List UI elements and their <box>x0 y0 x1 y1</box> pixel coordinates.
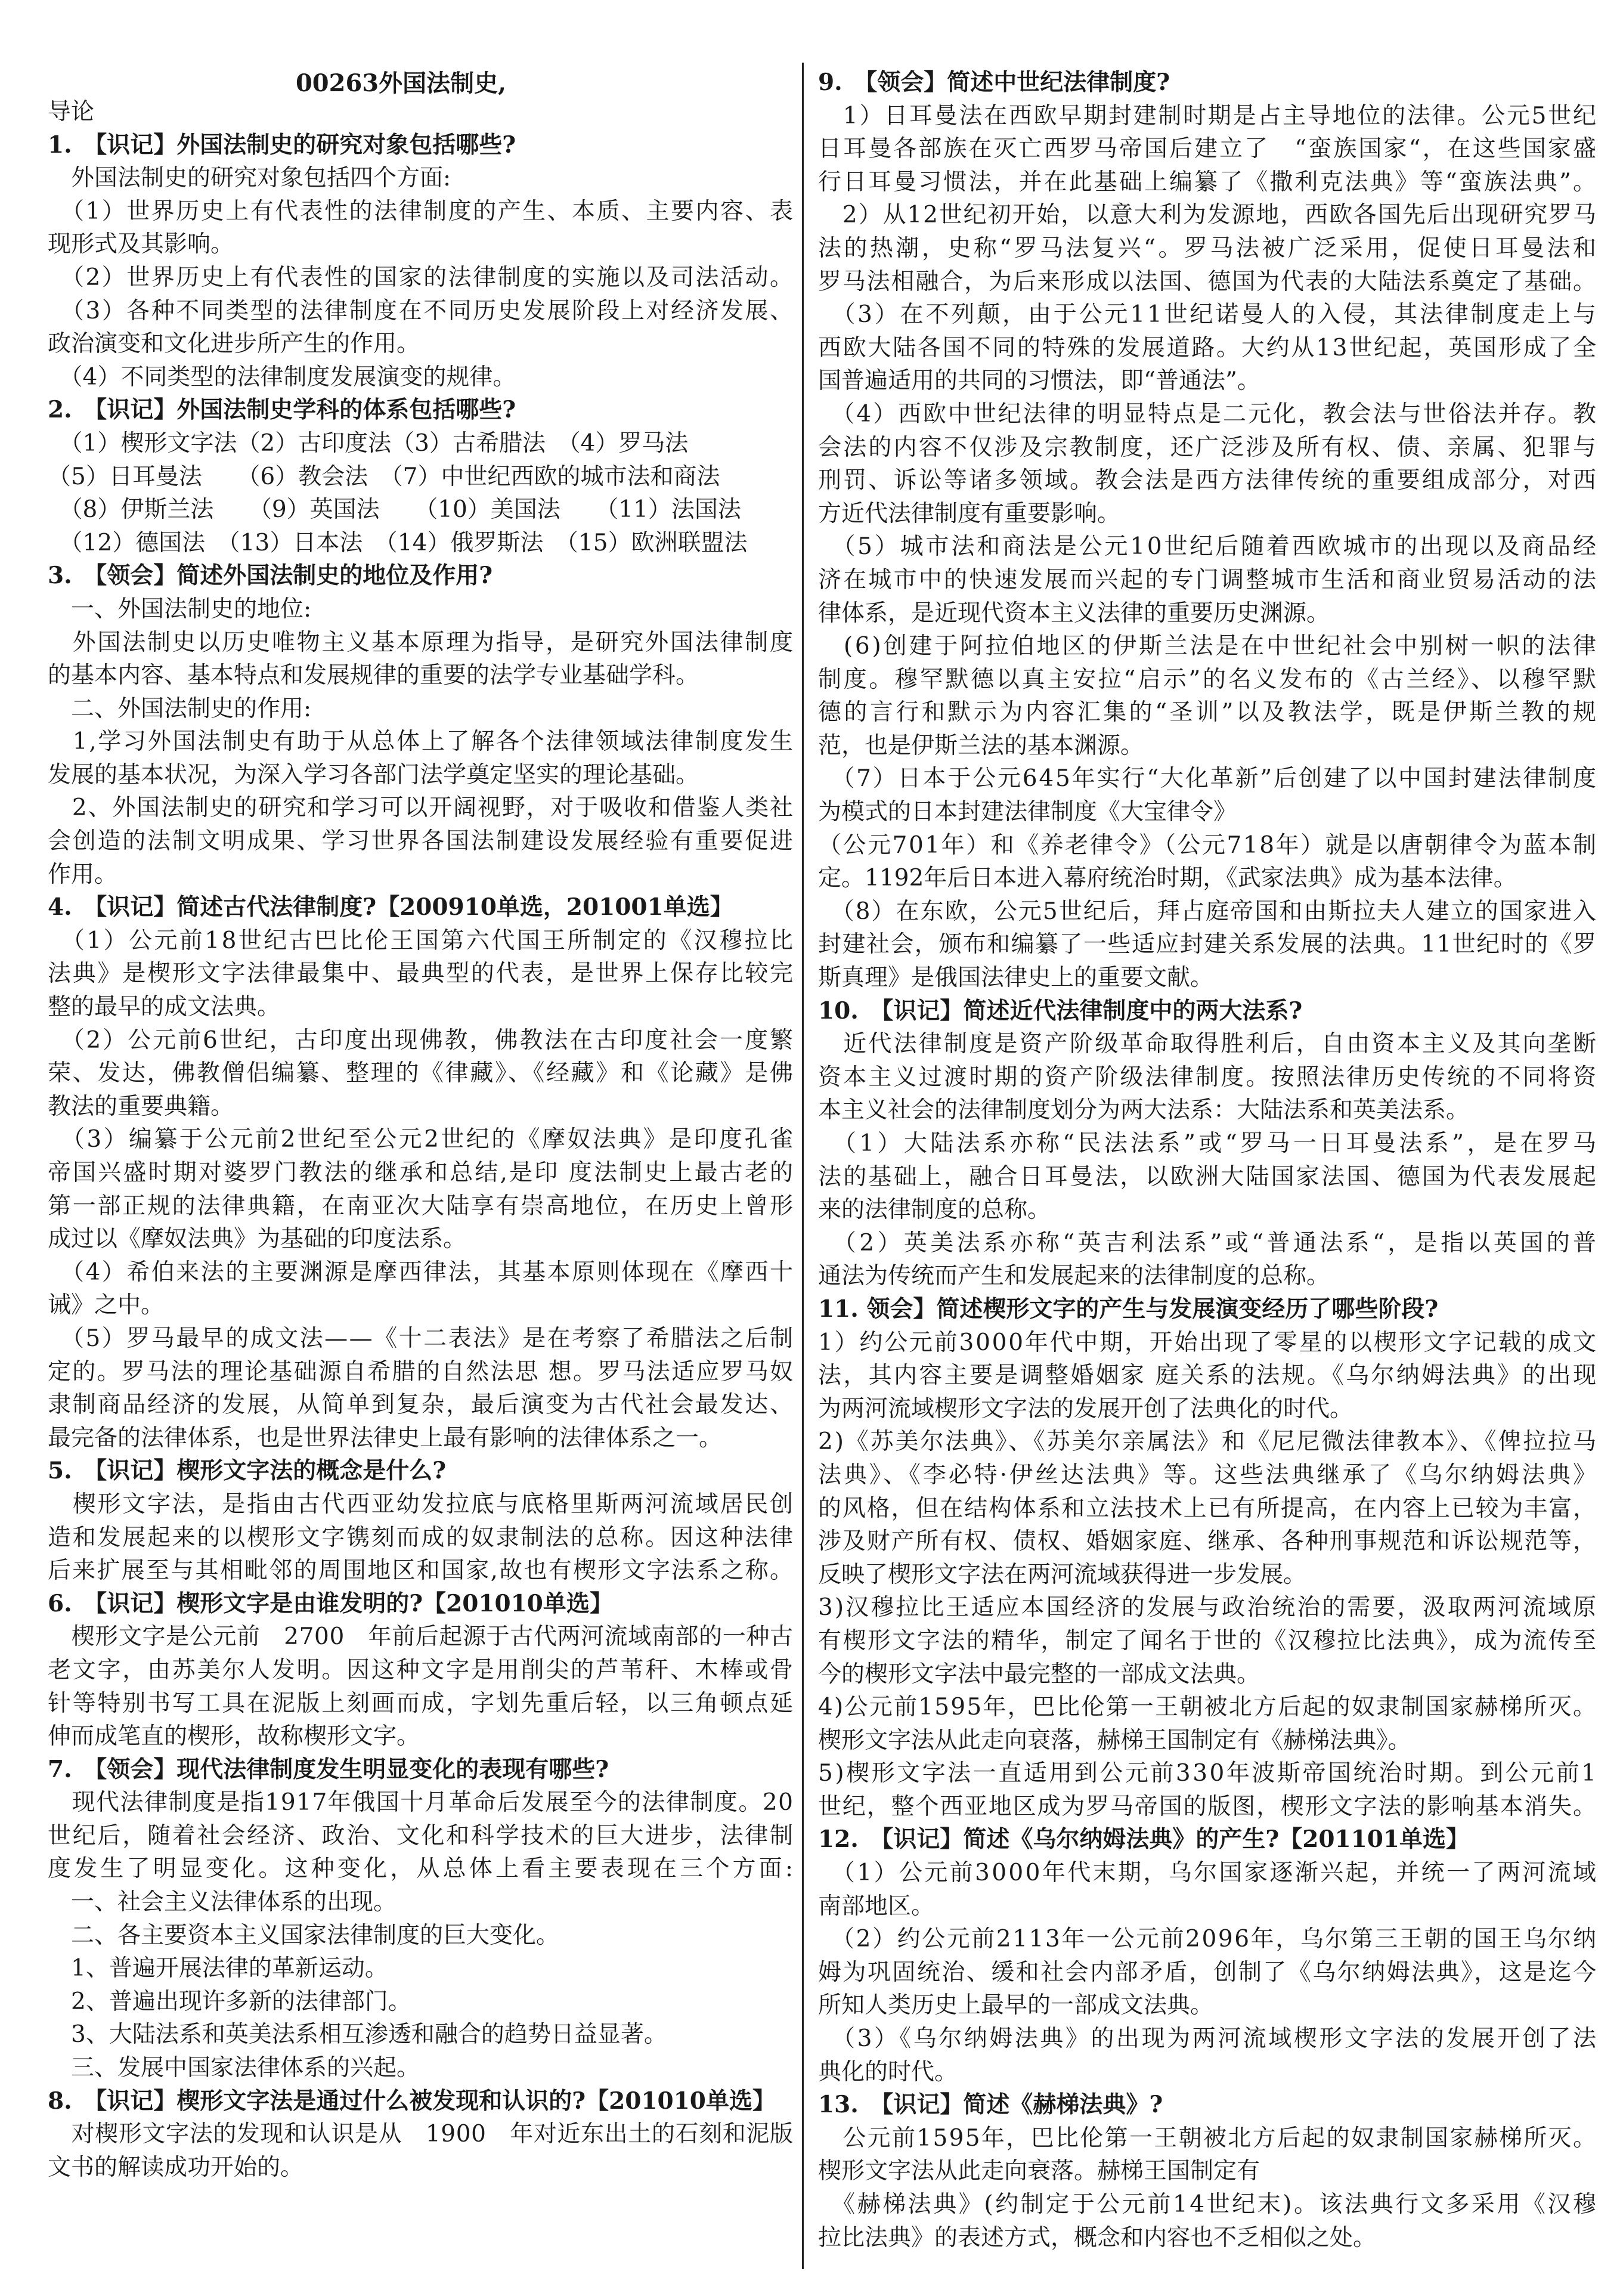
text-line: 世纪，整个西亚地区成为罗马帝国的版图，楔形文字法的影响基本消失。 <box>818 1793 1597 1820</box>
text-line: 现形式及其影响。 <box>48 231 234 258</box>
text-line: 隶制商品经济的发展，从简单到复杂，最后演变为古代社会最发达、 <box>48 1391 795 1419</box>
text-line: 世纪后，随着社会经济、政治、文化和科学技术的巨大进步，法律制 <box>48 1822 795 1849</box>
text-line: 日耳曼各部族在灭亡西罗马帝国后建立了 “蛮族国家“，在这些国家盛 <box>818 135 1599 163</box>
text-line: 公元前1595年，巴比伦第一王朝被北方后起的奴隶制国家赫梯所灭。 <box>818 2124 1598 2152</box>
text-line: 制度。穆罕默德以真主安拉“启示”的名义发布的《古兰经》、以穆罕默 <box>818 666 1599 693</box>
document-title: 00263外国法制史, <box>295 69 507 97</box>
text-line: 1）日耳曼法在西欧早期封建制时期是占主导地位的法律。公元5世纪 <box>818 102 1598 129</box>
text-line: 封建社会，颁布和编纂了一些适应封建关系发展的法典。11世纪时的《罗 <box>818 931 1597 958</box>
text-line: 范，也是伊斯兰法的基本渊源。 <box>818 732 1144 759</box>
question-heading: 3. 【领会】简述外国法制史的地位及作用? <box>48 562 493 590</box>
text-line: 1,学习外国法制史有助于从总体上了解各个法律领域法律制度发生 <box>48 728 795 756</box>
text-line: 通法为传统而产生和发展起来的法律制度的总称。 <box>818 1263 1330 1290</box>
text-line: 典化的时代。 <box>818 2058 958 2085</box>
text-line: 导论 <box>48 98 95 125</box>
text-line: 教法的重要典籍。 <box>48 1093 234 1120</box>
text-line: （2）英美法系亦称“英吉利法系”或“普通法系“，是指以英国的普 <box>818 1229 1600 1257</box>
text-line: 文书的解读成功开始的。 <box>48 2153 304 2181</box>
text-line: 行日耳曼习惯法，并在此基础上编纂了《撒利克法典》等“蛮族法典”。 <box>818 168 1599 196</box>
text-line: 定。1192年后日本进入幕府统治时期，《武家法典》成为基本法律。 <box>818 865 1517 892</box>
text-line: 罗马法相融合，为后来形成以法国、德国为代表的大陆法系奠定了基础。 <box>818 268 1597 295</box>
text-line: 法的热潮，史称“罗马法复兴“。罗马法被广泛采用，促使日耳曼法和 <box>818 234 1599 262</box>
text-line: 资本主义过渡时期的资产阶级法律制度。按照法律历史传统的不同将资 <box>818 1063 1599 1091</box>
text-line: 所知人类历史上最早的一部成文法典。 <box>818 1992 1214 2019</box>
text-line: （3）在不列颠，由于公元11世纪诺曼人的入侵，其法律制度走上与 <box>818 301 1599 329</box>
text-line: 2、普遍出现许多新的法律部门。 <box>48 1988 411 2015</box>
text-line: 楔形文字法，是指由古代西亚幼发拉底与底格里斯两河流域居民创 <box>48 1490 795 1518</box>
text-line: 今的楔形文字法中最完整的一部成文法典。 <box>818 1660 1260 1688</box>
right-column <box>818 66 1600 2254</box>
text-line: （5）城市法和商法是公元10世纪后随着西欧城市的出现以及商品经 <box>818 533 1599 561</box>
text-line: （5）罗马最早的成文法——《十二表法》是在考察了希腊法之后制 <box>48 1325 795 1352</box>
question-heading: 2. 【识记】外国法制史学科的体系包括哪些? <box>48 396 516 424</box>
text-line: （1）公元前18世纪古巴比伦王国第六代国王所制定的《汉穆拉比 <box>48 927 795 954</box>
text-line: （8）在东欧，公元5世纪后，拜占庭帝国和由斯拉夫人建立的国家进入 <box>818 898 1598 925</box>
text-line: 3)汉穆拉比王适应本国经济的发展与政治统治的需要，汲取两河流域原 <box>818 1594 1599 1622</box>
text-line: （1）楔形文字法（2）古印度法（3）古希腊法 （4）罗马法 <box>48 429 689 457</box>
question-heading: 5. 【识记】楔形文字法的概念是什么? <box>48 1457 447 1485</box>
text-line: 南部地区。 <box>818 1892 935 1920</box>
text-line: 楔形文字是公元前 2700 年前后起源于古代两河流域南部的一种古 <box>48 1623 794 1651</box>
question-heading: 1. 【识记】外国法制史的研究对象包括哪些? <box>48 131 516 159</box>
text-line: 近代法律制度是资产阶级革命取得胜利后，自由资本主义及其向垄断 <box>818 1031 1599 1058</box>
text-line: 济在城市中的快速发展而兴起的专门调整城市生活和商业贸易活动的法 <box>818 566 1599 593</box>
text-line: （1）公元前3000年代末期，乌尔国家逐渐兴起，并统一了两河流域 <box>818 1859 1599 1887</box>
text-line: 后来扩展至与其相毗邻的周围地区和国家,故也有楔形文字法系之称。 <box>48 1557 795 1585</box>
text-line: 《赫梯法典》(约制定于公元前14世纪末)。该法典行文多采用《汉穆 <box>818 2191 1599 2218</box>
text-line: （2）约公元前2113年一公元前2096年，乌尔第三王朝的国王乌尔纳 <box>818 1926 1598 1953</box>
text-line: 针等特别书写工具在泥版上刻画而成，字划先重后轻，以三角顿点延 <box>48 1689 795 1717</box>
text-line: （8）伊斯兰法 （9）英国法 （10）美国法 （11）法国法 <box>48 496 741 524</box>
text-line: 的基本内容、基本特点和发展规律的重要的法学专业基础学科。 <box>48 662 699 689</box>
question-heading: 12. 【识记】简述《乌尔纳姆法典》的产生?【201101单选】 <box>818 1825 1470 1853</box>
question-heading: 7. 【领会】现代法律制度发生明显变化的表现有哪些? <box>48 1755 609 1783</box>
left-column <box>48 95 797 2184</box>
text-line: 1）约公元前3000年代中期，开始出现了零星的以楔形文字记载的成文 <box>818 1329 1598 1356</box>
text-line: 外国法制史的研究对象包括四个方面: <box>48 165 451 192</box>
text-line: 有楔形文字法的精华，制定了闻名于世的《汉穆拉比法典》，成为流传至 <box>818 1627 1598 1654</box>
text-line: 成过以《摩奴法典》为基础的印度法系。 <box>48 1226 467 1253</box>
question-heading: 4. 【识记】简述古代法律制度?【200910单选，201001单选】 <box>48 893 733 921</box>
text-line: 4)公元前1595年，巴比伦第一王朝被北方后起的奴隶制国家赫梯所灭。 <box>818 1694 1598 1721</box>
question-heading: 11. 领会】简述楔形文字的产生与发展演变经历了哪些阶段? <box>818 1295 1439 1323</box>
text-line: 姆为巩固统治、缓和社会内部矛盾，创制了《乌尔纳姆法典》，这是迄今 <box>818 1958 1598 1986</box>
text-line: 刑罚、诉讼等诸多领域。教会法是西方法律传统的重要组成部分，对西 <box>818 467 1599 494</box>
text-line: 5)楔形文字法一直适用到公元前330年波斯帝国统治时期。到公元前1 <box>818 1760 1599 1787</box>
text-line: （12）德国法 （13）日本法 （14）俄罗斯法 （15）欧洲联盟法 <box>48 529 748 556</box>
text-line: 最完备的法律体系，也是世界法律史上最有影响的法律体系之一。 <box>48 1424 723 1452</box>
text-line: 定的。罗马法的理论基础源自希腊的自然法思 想。罗马法适应罗马奴 <box>48 1358 795 1385</box>
text-line: 1、普遍开展法律的革新运动。 <box>48 1955 388 1982</box>
text-line: 2)《苏美尔法典》、《苏美尔亲属法》和《尼尼微法律教本》、《俾拉拉马 <box>818 1428 1598 1456</box>
text-line: 楔形文字法从此走向衰落，赫梯王国制定有《赫梯法典》。 <box>818 1726 1411 1754</box>
text-line: 造和发展起来的以楔形文字镌刻而成的奴隶制法的总称。因这种法律 <box>48 1524 795 1551</box>
question-heading: 8. 【识记】楔形文字法是通过什么被发现和认识的?【201010单选】 <box>48 2087 776 2115</box>
text-line: 老文字，由苏美尔人发明。因这种文字是用削尖的芦苇秆、木棒或骨 <box>48 1656 795 1684</box>
text-line: （1）大陆法系亦称“民法法系”或“罗马一日耳曼法系”，是在罗马 <box>818 1130 1600 1157</box>
text-line: 发展的基本状况，为深入学习各部门法学奠定坚实的理论基础。 <box>48 761 699 788</box>
text-line: 法典》是楔形文字法律最集中、最典型的代表，是世界上保存比较完 <box>48 960 795 988</box>
text-line: 2）从12世纪初开始，以意大利为发源地，西欧各国先后出现研究罗马 <box>818 202 1597 229</box>
text-line: 反映了楔形文字法在两河流域获得进一步发展。 <box>818 1561 1307 1588</box>
text-line: （3）《乌尔纳姆法典》的出现为两河流域楔形文字法的发展开创了法 <box>818 2025 1599 2053</box>
text-line: 国普遍适用的共同的习惯法，即“普通法”。 <box>818 367 1260 395</box>
text-line: 一、社会主义法律体系的出现。 <box>48 1889 397 1916</box>
text-line: 方近代法律制度有重要影响。 <box>818 500 1121 527</box>
text-line: 为两河流域楔形文字法的发展开创了法典化的时代。 <box>818 1395 1353 1422</box>
text-line: 二、外国法制史的作用: <box>48 695 312 722</box>
question-heading: 9. 【领会】简述中世纪法律制度? <box>818 69 1170 96</box>
text-line: （3）编纂于公元前2世纪至公元2世纪的《摩奴法典》是印度孔雀 <box>48 1126 795 1153</box>
text-line: 法的基础上，融合日耳曼法，以欧洲大陆国家法国、德国为代表发展起 <box>818 1163 1599 1190</box>
text-line: 3、大陆法系和英美法系相互渗透和融合的趋势日益显著。 <box>48 2021 667 2049</box>
question-heading: 10. 【识记】简述近代法律制度中的两大法系? <box>818 997 1303 1025</box>
text-line: （2）公元前6世纪，古印度出现佛教，佛教法在古印度社会一度繁 <box>48 1026 795 1054</box>
question-heading: 13. 【识记】简述《赫梯法典》? <box>818 2091 1163 2119</box>
text-line: （7）日本于公元645年实行“大化革新”后创建了以中国封建法律制度 <box>818 765 1598 793</box>
text-line: 西欧大陆各国不同的特殊的发展道路。大约从13世纪起，英国形成了全 <box>818 334 1598 361</box>
text-line: 政治演变和文化进步所产生的作用。 <box>48 330 420 358</box>
text-line: 外国法制史以历史唯物主义基本原理为指导，是研究外国法律制度 <box>48 629 795 656</box>
text-line: 荣、发达，佛教僧侣编纂、整理的《律藏》、《经藏》和《论藏》是佛 <box>48 1060 795 1087</box>
text-line: 会创造的法制文明成果、学习世界各国法制建设发展经验有重要促进 <box>48 828 795 855</box>
text-line: 楔形文字法从此走向衰落。赫梯王国制定有 <box>818 2158 1260 2185</box>
text-line: （3）各种不同类型的法律制度在不同历史发展阶段上对经济发展、 <box>48 297 795 324</box>
text-line: （4）不同类型的法律制度发展演变的规律。 <box>48 363 516 391</box>
text-line: 度发生了明显变化。这种变化，从总体上看主要表现在三个方面: <box>48 1855 797 1883</box>
text-line: 第一部正规的法律典籍，在南亚次大陆享有崇高地位，在历史上曾形 <box>48 1192 795 1220</box>
text-line: （4）西欧中世纪法律的明显特点是二元化，教会法与世俗法并存。教 <box>818 400 1598 428</box>
text-line: 2、外国法制史的研究和学习可以开阔视野，对于吸收和借鉴人类社 <box>48 794 794 822</box>
text-line: (6)创建于阿拉伯地区的伊斯兰法是在中世纪社会中别树一帜的法律 <box>818 633 1599 660</box>
text-line: 德的言行和默示为内容汇集的“圣训”以及教法学，既是伊斯兰教的规 <box>818 699 1599 726</box>
text-line: 律体系，是近现代资本主义法律的重要历史渊源。 <box>818 599 1330 627</box>
text-line: 对楔形文字法的发现和认识是从 1900 年对近东出土的石刻和泥版 <box>48 2121 794 2148</box>
column-divider <box>802 63 804 2269</box>
text-line: 拉比法典》的表述方式，概念和内容也不乏相似之处。 <box>818 2224 1377 2251</box>
text-line: 伸而成笔直的楔形，故称楔形文字。 <box>48 1723 420 1750</box>
text-line: 作用。 <box>48 861 118 888</box>
text-line: 诫》之中。 <box>48 1292 165 1319</box>
text-line: （5）日耳曼法 （6）教会法 （7）中世纪西欧的城市法和商法 <box>48 463 720 490</box>
question-heading: 6. 【识记】楔形文字是由谁发明的?【201010单选】 <box>48 1589 613 1617</box>
text-line: 本主义社会的法律制度划分为两大法系：大陆法系和英美法系。 <box>818 1097 1470 1124</box>
text-line: 为模式的日本封建法律制度《大宝律令》 <box>818 799 1237 826</box>
text-line: 的风格，但在结构体系和立法技术上已有所提高，在内容上已较为丰富， <box>818 1494 1597 1522</box>
text-line: 法典》、《李必特·伊丝达法典》等。这些法典继承了《乌尔纳姆法典》 <box>818 1461 1599 1489</box>
text-line: 现代法律制度是指1917年俄国十月革命后发展至今的法律制度。20 <box>48 1789 794 1817</box>
text-line: 来的法律制度的总称。 <box>818 1196 1051 1224</box>
text-line: （4）希伯来法的主要渊源是摩西律法，其基本原则体现在《摩西十 <box>48 1258 795 1286</box>
text-line: 斯真理》是俄国法律史上的重要文献。 <box>818 964 1214 992</box>
text-line: 涉及财产所有权、债权、婚姻家庭、继承、各种刑事规范和诉讼规范等， <box>818 1528 1597 1555</box>
text-line: 二、各主要资本主义国家法律制度的巨大变化。 <box>48 1921 560 1949</box>
text-line: 帝国兴盛时期对婆罗门教法的继承和总结,是印 度法制史上最古老的 <box>48 1159 795 1186</box>
text-line: （1）世界历史上有代表性的法律制度的产生、本质、主要内容、表 <box>48 197 795 225</box>
text-line: 三、发展中国家法律体系的兴起。 <box>48 2054 420 2082</box>
text-line: 一、外国法制史的地位: <box>48 595 312 623</box>
text-line: 整的最早的成文法典。 <box>48 994 281 1021</box>
text-line: 会法的内容不仅涉及宗教制度，还广泛涉及所有权、债、亲属、犯罪与 <box>818 434 1599 461</box>
text-line: （2）世界历史上有代表性的国家的法律制度的实施以及司法活动。 <box>48 264 795 291</box>
text-line: 法，其内容主要是调整婚姻家 庭关系的法规。《乌尔纳姆法典》的出现 <box>818 1362 1599 1390</box>
text-line: （公元701年）和《养老律令》（公元718年）就是以唐朝律令为蓝本制 <box>818 831 1598 859</box>
